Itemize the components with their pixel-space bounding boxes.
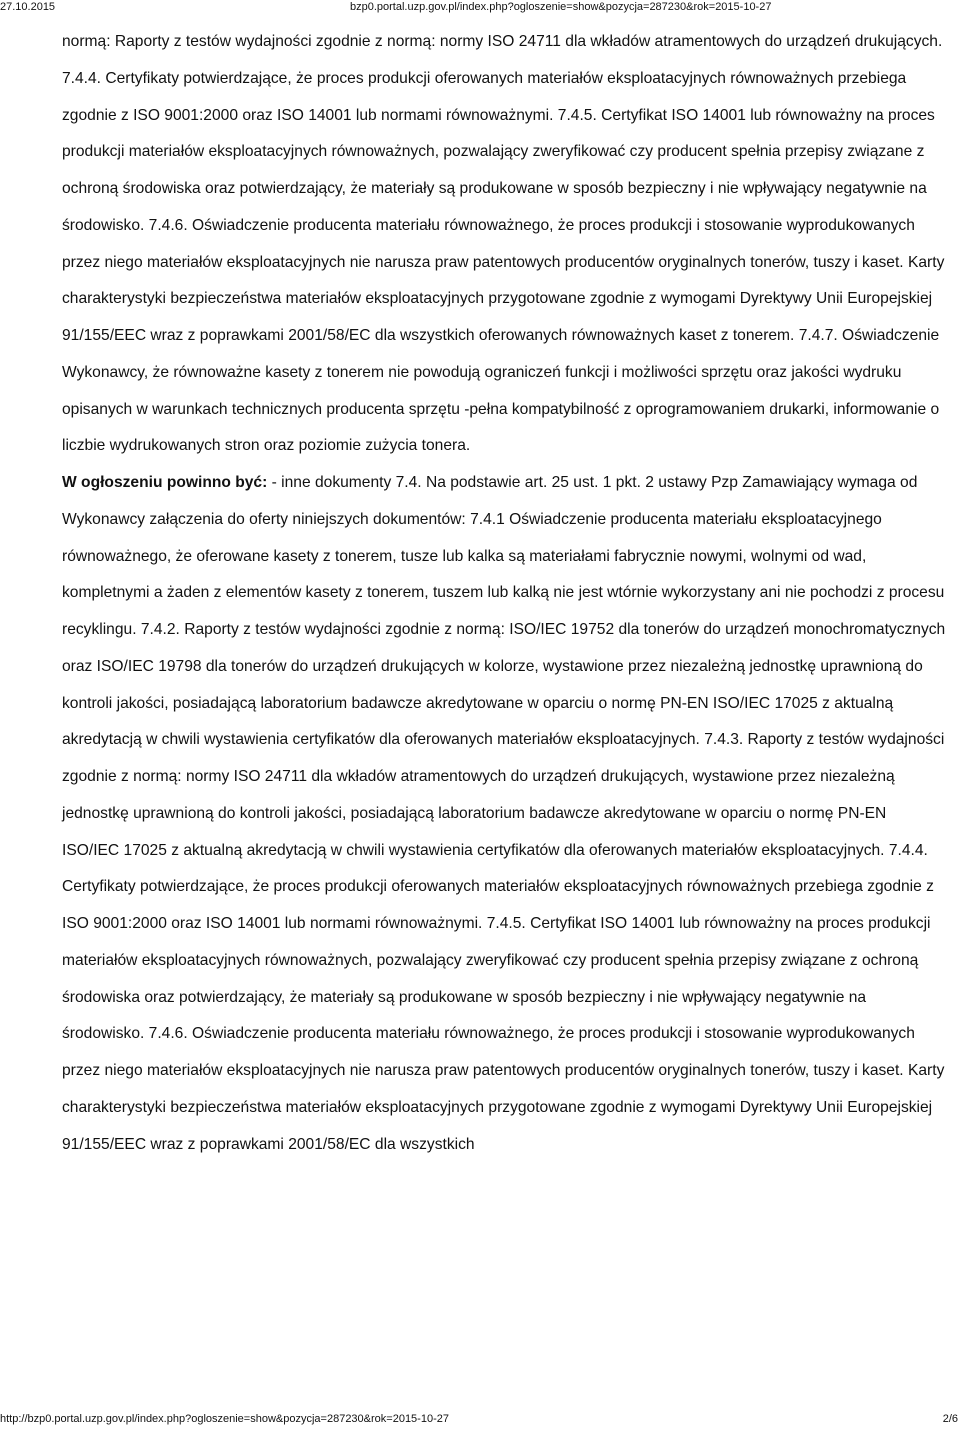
body-paragraph: normą: Raporty z testów wydajności zgodnie z normą: normy ISO 24711 dla wkładów atramentowych do urządzeń drukujących. 7.4.4. Certyfikaty potwierdzające, że proces produkcji oferowanych materiałów eksploatacyjnych równoważnych przebiega zgodnie z ISO 9001:2000 oraz ISO 14001 lub normami równoważnymi. 7.4.5. Certyfikat ISO 14001 lub równoważny na proces produkcji materiałów eksploatacyjnych równoważnych, pozwalający zweryfikować czy producent spełnia przepisy związane z ochroną środowiska oraz potwierdzający, że materiały są produkowane w sposób bezpieczny i nie wpływający negatywnie na środowisko. 7.4.6. Oświadczenie producenta materiału równoważnego, że proces produkcji i stosowanie wyprodukowanych przez niego materiałów eksploatacyjnych nie narusza praw patentowych producentów oryginalnych tonerów, tuszy i kaset. Karty charakterystyki bezpieczeństwa materiałów eksploatacyjnych przygotowane zgodnie z wymogami Dyrektywy Unii Europejskiej 91/155/EEC wraz z poprawkami 2001/58/EC dla wszystkich oferowanych równoważnych kaset z tonerem. 7.4.7. Oświadczenie Wykonawcy, że równoważne kasety z tonerem nie powodują ograniczeń funkcji i możliwości sprzętu oraz jakości wydruku opisanych w warunkach technicznych producenta sprzętu -pełna kompatybilność z oprogramowaniem drukarki, informowanie o liczbie wydrukowanych stron oraz poziomie zużycia tonera. [62, 33, 945, 455]
print-header-url: bzp0.portal.uzp.gov.pl/index.php?ogloszenie=show&pozycja=287230&rok=2015-10-27 [350, 1, 772, 13]
section-paragraph [62, 465, 946, 1163]
section-heading: W ogłoszeniu powinno być: [62, 474, 268, 491]
section-body-text: - inne dokumenty 7.4. Na podstawie art. 25 ust. 1 pkt. 2 ustawy Pzp Zamawiający wymaga od Wykonawcy załączenia do oferty niniejszych dokumentów: 7.4.1 Oświadczenie producenta materiału eksploatacyjnego równoważnego, że oferowane kasety z tonerem, tusze lub kalka są materiałami fabrycznie nowymi, wolnymi od wad, kompletnymi a żaden z elementów kasety z tonerem, tuszem lub kalką nie jest wtórnie wykorzystany ani nie pochodzi z procesu recyklingu. 7.4.2. Raporty z testów wydajności zgodnie z normą: ISO/IEC 19752 dla tonerów do urządzeń monochromatycznych oraz ISO/IEC 19798 dla tonerów do urządzeń drukujących w kolorze, wystawione przez niezależną jednostkę uprawnioną do kontroli jakości, posiadającą laboratorium badawcze akredytowane w oparciu o normę PN-EN ISO/IEC 17025 z aktualną akredytacją w chwili wystawienia certyfikatów dla oferowanych materiałów eksploatacyjnych. 7.4.3. Raporty z testów wydajności zgodnie z normą: normy ISO 24711 dla wkładów atramentowych do urządzeń drukujących, wystawione przez niezależną jednostkę uprawnioną do kontroli jakości, posiadającą laboratorium badawcze akredytowane w oparciu o normę PN-EN ISO/IEC 17025 z aktualną akredytacją w chwili wystawienia certyfikatów dla oferowanych materiałów eksploatacyjnych. 7.4.4. Certyfikaty potwierdzające, że proces produkcji oferowanych materiałów eksploatacyjnych równoważnych przebiega zgodnie z ISO 9001:2000 oraz ISO 14001 lub normami równoważnymi. 7.4.5. Certyfikat ISO 14001 lub równoważny na proces produkcji materiałów eksploatacyjnych równoważnych, pozwalający zweryfikować czy producent spełnia przepisy związane z ochroną środowiska oraz potwierdzający, że materiały są produkowane w sposób bezpieczny i nie wpływający negatywnie na środowisko. 7.4.6. Oświadczenie producenta materiału równoważnego, że proces produkcji i stosowanie wyprodukowanych przez niego materiałów eksploatacyjnych nie narusza praw patentowych producentów oryginalnych tonerów, tuszy i kaset. Karty charakterystyki bezpieczeństwa materiałów eksploatacyjnych przygotowane zgodnie z wymogami Dyrektywy Unii Europejskiej 91/155/EEC wraz z poprawkami 2001/58/EC dla wszystkich [62, 474, 946, 1153]
document-body [62, 24, 946, 1163]
print-date: 27.10.2015 [0, 1, 56, 13]
print-footer-url: http://bzp0.portal.uzp.gov.pl/index.php?ogloszenie=show&pozycja=287230&rok=2015-10-27 [0, 1413, 449, 1425]
print-footer [0, 1412, 960, 1428]
page-number: 2/6 [942, 1413, 958, 1425]
print-header [0, 0, 960, 16]
